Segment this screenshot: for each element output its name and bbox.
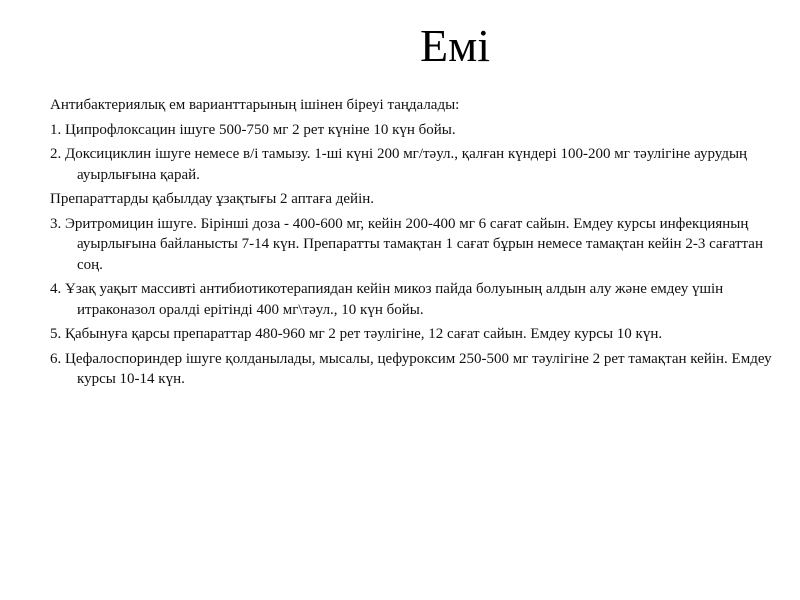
item-1-ciprofloxacin: 1. Ципрофлоксацин ішуге 500-750 мг 2 рет күніне 10 күн бойы. bbox=[50, 121, 456, 138]
intro-paragraph: Антибактериялық ем варианттарының ішінен біреуі таңдалады: bbox=[50, 97, 460, 113]
slide-body bbox=[50, 95, 780, 394]
item-6-cephalosporins: 6. Цефалоспориндер ішуге қолданылады, мысалы, цефуроксим 250-500 мг тәулігіне 2 рет тамақтан кейін. Емдеу курсы 10-14 күн. bbox=[50, 350, 772, 387]
item-5-anti-inflammatory: 5. Қабынуға қарсы препараттар 480-960 мг 2 рет тәулігіне, 12 сағат сайын. Емдеу курсы 10 күн. bbox=[50, 326, 663, 342]
slide-title: Емі bbox=[420, 20, 490, 71]
item-3-erythromycin: 3. Эритромицин ішуге. Бірінші доза - 400-600 мг, кейін 200-400 мг 6 сағат сайын. Емдеу курсы инфекцияның ауырлығына байланысты 7-14 күн. Препаратты тамақтан 1 сағат бұрын немесе тамақтан кейін 2-3 сағаттан соң. bbox=[50, 215, 763, 273]
item-2-doxycycline: 2. Доксициклин ішуге немесе в/і тамызу. 1-ші күні 200 мг/тәул., қалған күндері 100-200 мг тәулігіне аурудың ауырлығына қарай. bbox=[50, 146, 748, 183]
item-4-itraconazole: 4. Ұзақ уақыт массивті антибиотикотерапиядан кейін микоз пайда болуының алдын алу және емдеу үшін итраконазол оралді ерітінді 400 мг\тәул., 10 күн бойы. bbox=[50, 281, 724, 318]
duration-note: Препараттарды қабылдау ұзақтығы 2 аптаға дейін. bbox=[50, 191, 375, 207]
